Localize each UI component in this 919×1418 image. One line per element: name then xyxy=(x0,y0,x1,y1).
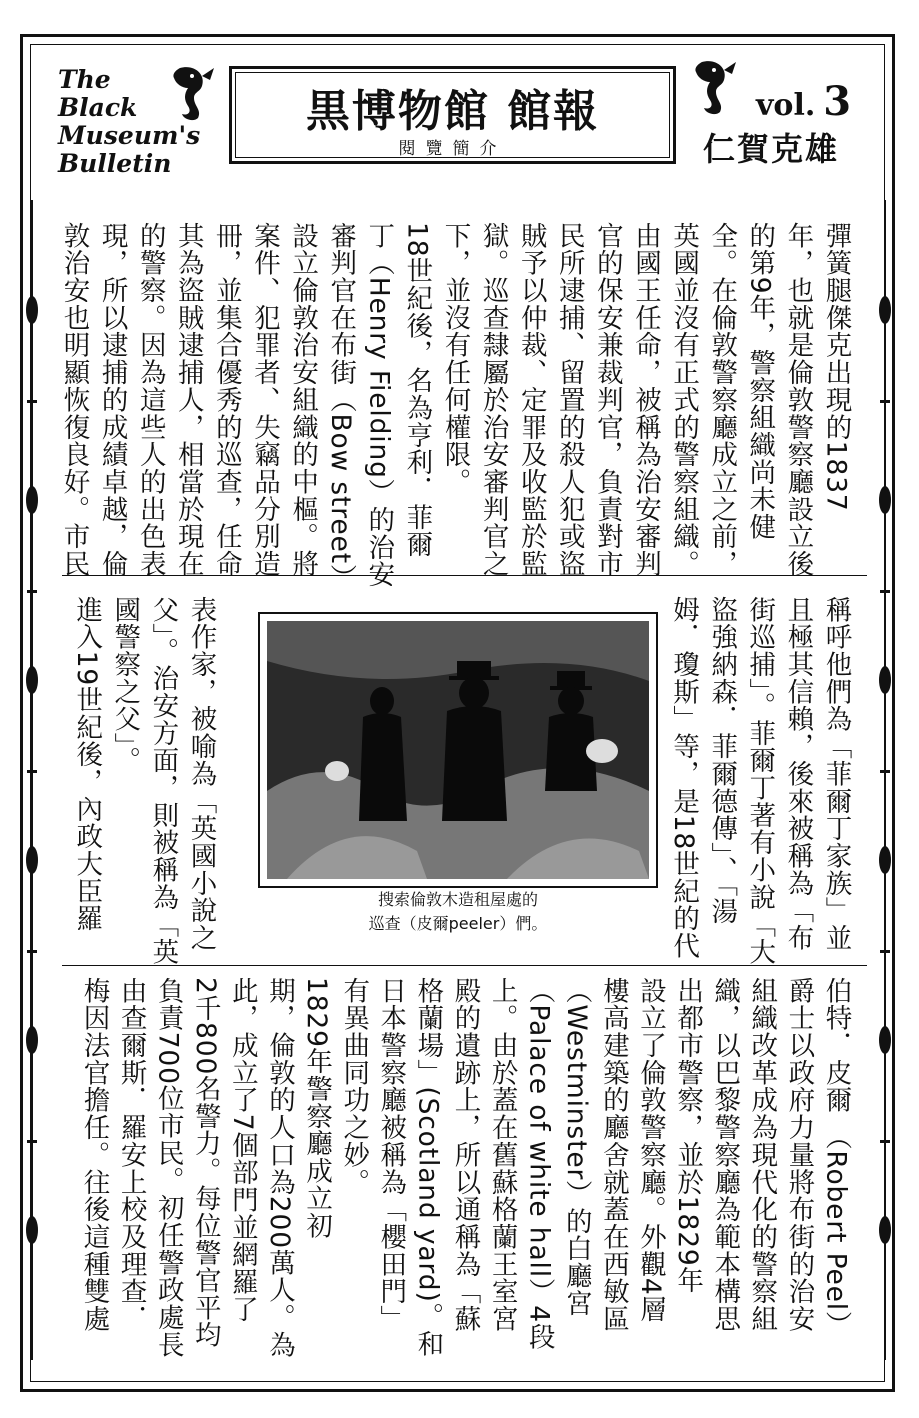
text-column: 格蘭場」(Scotland yard)。和 xyxy=(412,977,444,1358)
text-column: 殿的遺跡上，所以通稱為「蘇 xyxy=(449,977,481,1333)
text-column: 國警察之父」。 xyxy=(109,596,141,775)
text-column: 伯特．皮爾 （Robert Peel） xyxy=(820,977,852,1339)
text-column: 此，成立了7個部門並網羅了 xyxy=(226,977,258,1323)
text-column: 設立了倫敦警察廳。外觀4層 xyxy=(635,977,666,1323)
text-column: 稱呼他們為「菲爾丁家族」並 xyxy=(820,596,852,952)
text-column: 下，並沒有任何權限。 xyxy=(439,222,471,496)
text-column: 年，也就是倫敦警察廳設立後 xyxy=(782,222,814,578)
photo-caption xyxy=(258,888,658,936)
text-column: 織，以巴黎警察廳為範本構思 xyxy=(709,977,741,1333)
text-column: 表作家，被喻為「英國小說之 xyxy=(185,596,217,952)
text-column: 敦治安也明顯恢復良好。市民 xyxy=(58,222,90,578)
right-ornament xyxy=(877,200,893,1360)
caption-line: 巡查（皮爾peeler）們。 xyxy=(368,914,548,933)
text-column: 期，倫敦的人口為200萬人。為 xyxy=(264,977,295,1359)
text-column: 冊，並集合優秀的巡查，任命 xyxy=(210,222,242,578)
vol-number: 3 xyxy=(823,78,852,125)
text-column: 官的保安兼裁判官，負責對市 xyxy=(591,222,623,578)
text-column: 姆．瓊斯」等，是18世紀的代 xyxy=(668,596,700,960)
text-column: 父」。治安方面，則被稱為「英 xyxy=(147,596,179,966)
text-column: 組織改革成為現代化的警察組 xyxy=(746,977,778,1333)
text-column: 案件、犯罪者、失竊品分別造 xyxy=(249,222,280,578)
title-box xyxy=(229,66,676,164)
text-column: 獄。巡查隸屬於治安審判官之 xyxy=(477,222,509,578)
seahorse-icon xyxy=(680,56,742,118)
text-column: 爵士以政府力量將布街的治安 xyxy=(783,977,815,1333)
text-column: 由查爾斯．羅安上校及理查． xyxy=(115,977,147,1333)
logo-line: Black xyxy=(58,93,138,122)
vol-text: vol. xyxy=(756,88,816,123)
text-column: （Palace of white hall）4段 xyxy=(523,977,555,1351)
text-column: 賊予以仲裁、定罪及收監於監 xyxy=(515,222,547,578)
left-ornament xyxy=(24,200,40,1360)
author-name: 仁賀克雄 xyxy=(703,130,840,168)
text-column: 有異曲同功之妙。 xyxy=(338,977,370,1196)
text-column: 民所逮捕、留置的殺人犯或盜 xyxy=(553,222,585,578)
text-column: 1829年警察廳成立初 xyxy=(301,977,333,1240)
text-column: 盜強納森．菲爾德傳」、「湯 xyxy=(706,596,738,926)
caption-line: 搜索倫敦木造租屋處的 xyxy=(377,890,538,909)
text-column: 負責700位市民。初任警政處長 xyxy=(152,977,184,1359)
text-column: 日本警察廳被稱為「櫻田門」 xyxy=(375,977,407,1333)
text-column: 上。由於蓋在舊蘇格蘭王室宮 xyxy=(486,977,518,1333)
logo-line: Bulletin xyxy=(58,149,172,178)
text-column: 全。在倫敦警察廳成立之前， xyxy=(706,222,738,578)
seahorse-icon xyxy=(158,62,220,124)
logo-line: The xyxy=(58,65,111,94)
text-column: （Westminster）的白廳宮 xyxy=(560,977,592,1317)
text-column: 現，所以逮捕的成績卓越，倫 xyxy=(96,222,128,578)
text-column: 且極其信賴，後來被稱為「布 xyxy=(782,596,814,952)
text-column: 街巡捕」。菲爾丁著有小說「大 xyxy=(744,596,776,966)
text-column: 由國王任命，被稱為治安審判 xyxy=(630,222,661,578)
text-column: 丁（Henry Fielding）的治安 xyxy=(363,222,395,589)
text-column: 2千800名警力。每位警官平均 xyxy=(189,977,221,1349)
text-column: 出都市警察，並於1829年 xyxy=(672,977,704,1294)
text-column: 18世紀後，名為亨利．菲爾 xyxy=(401,222,433,559)
page-title: 黒博物館 館報 xyxy=(305,86,600,137)
text-column: 的警察。因為這些人的出色表 xyxy=(134,222,166,578)
text-column: 審判官在布街（Bow street） xyxy=(325,222,357,592)
text-column: 其為盜賊逮捕人，相當於現在 xyxy=(172,222,204,578)
text-column: 進入19世紀後，內政大臣羅 xyxy=(71,596,103,933)
page-subtitle: 閱覽簡介 xyxy=(398,139,507,159)
text-column: 設立倫敦治安組織的中樞。將 xyxy=(287,222,319,578)
text-column: 樓高建築的廳舍就蓋在西敏區 xyxy=(597,977,629,1333)
text-column: 的第9年，警察組織尚未健 xyxy=(744,222,776,541)
text-column: 英國並沒有正式的警察組織。 xyxy=(668,222,700,578)
volume-label xyxy=(756,78,851,125)
illustration-photo xyxy=(258,612,658,888)
logo-line: Museum's xyxy=(58,121,201,150)
text-column: 彈簧腿傑克出現的1837 xyxy=(820,222,852,512)
text-column: 梅因法官擔任。往後這種雙處 xyxy=(78,977,110,1333)
